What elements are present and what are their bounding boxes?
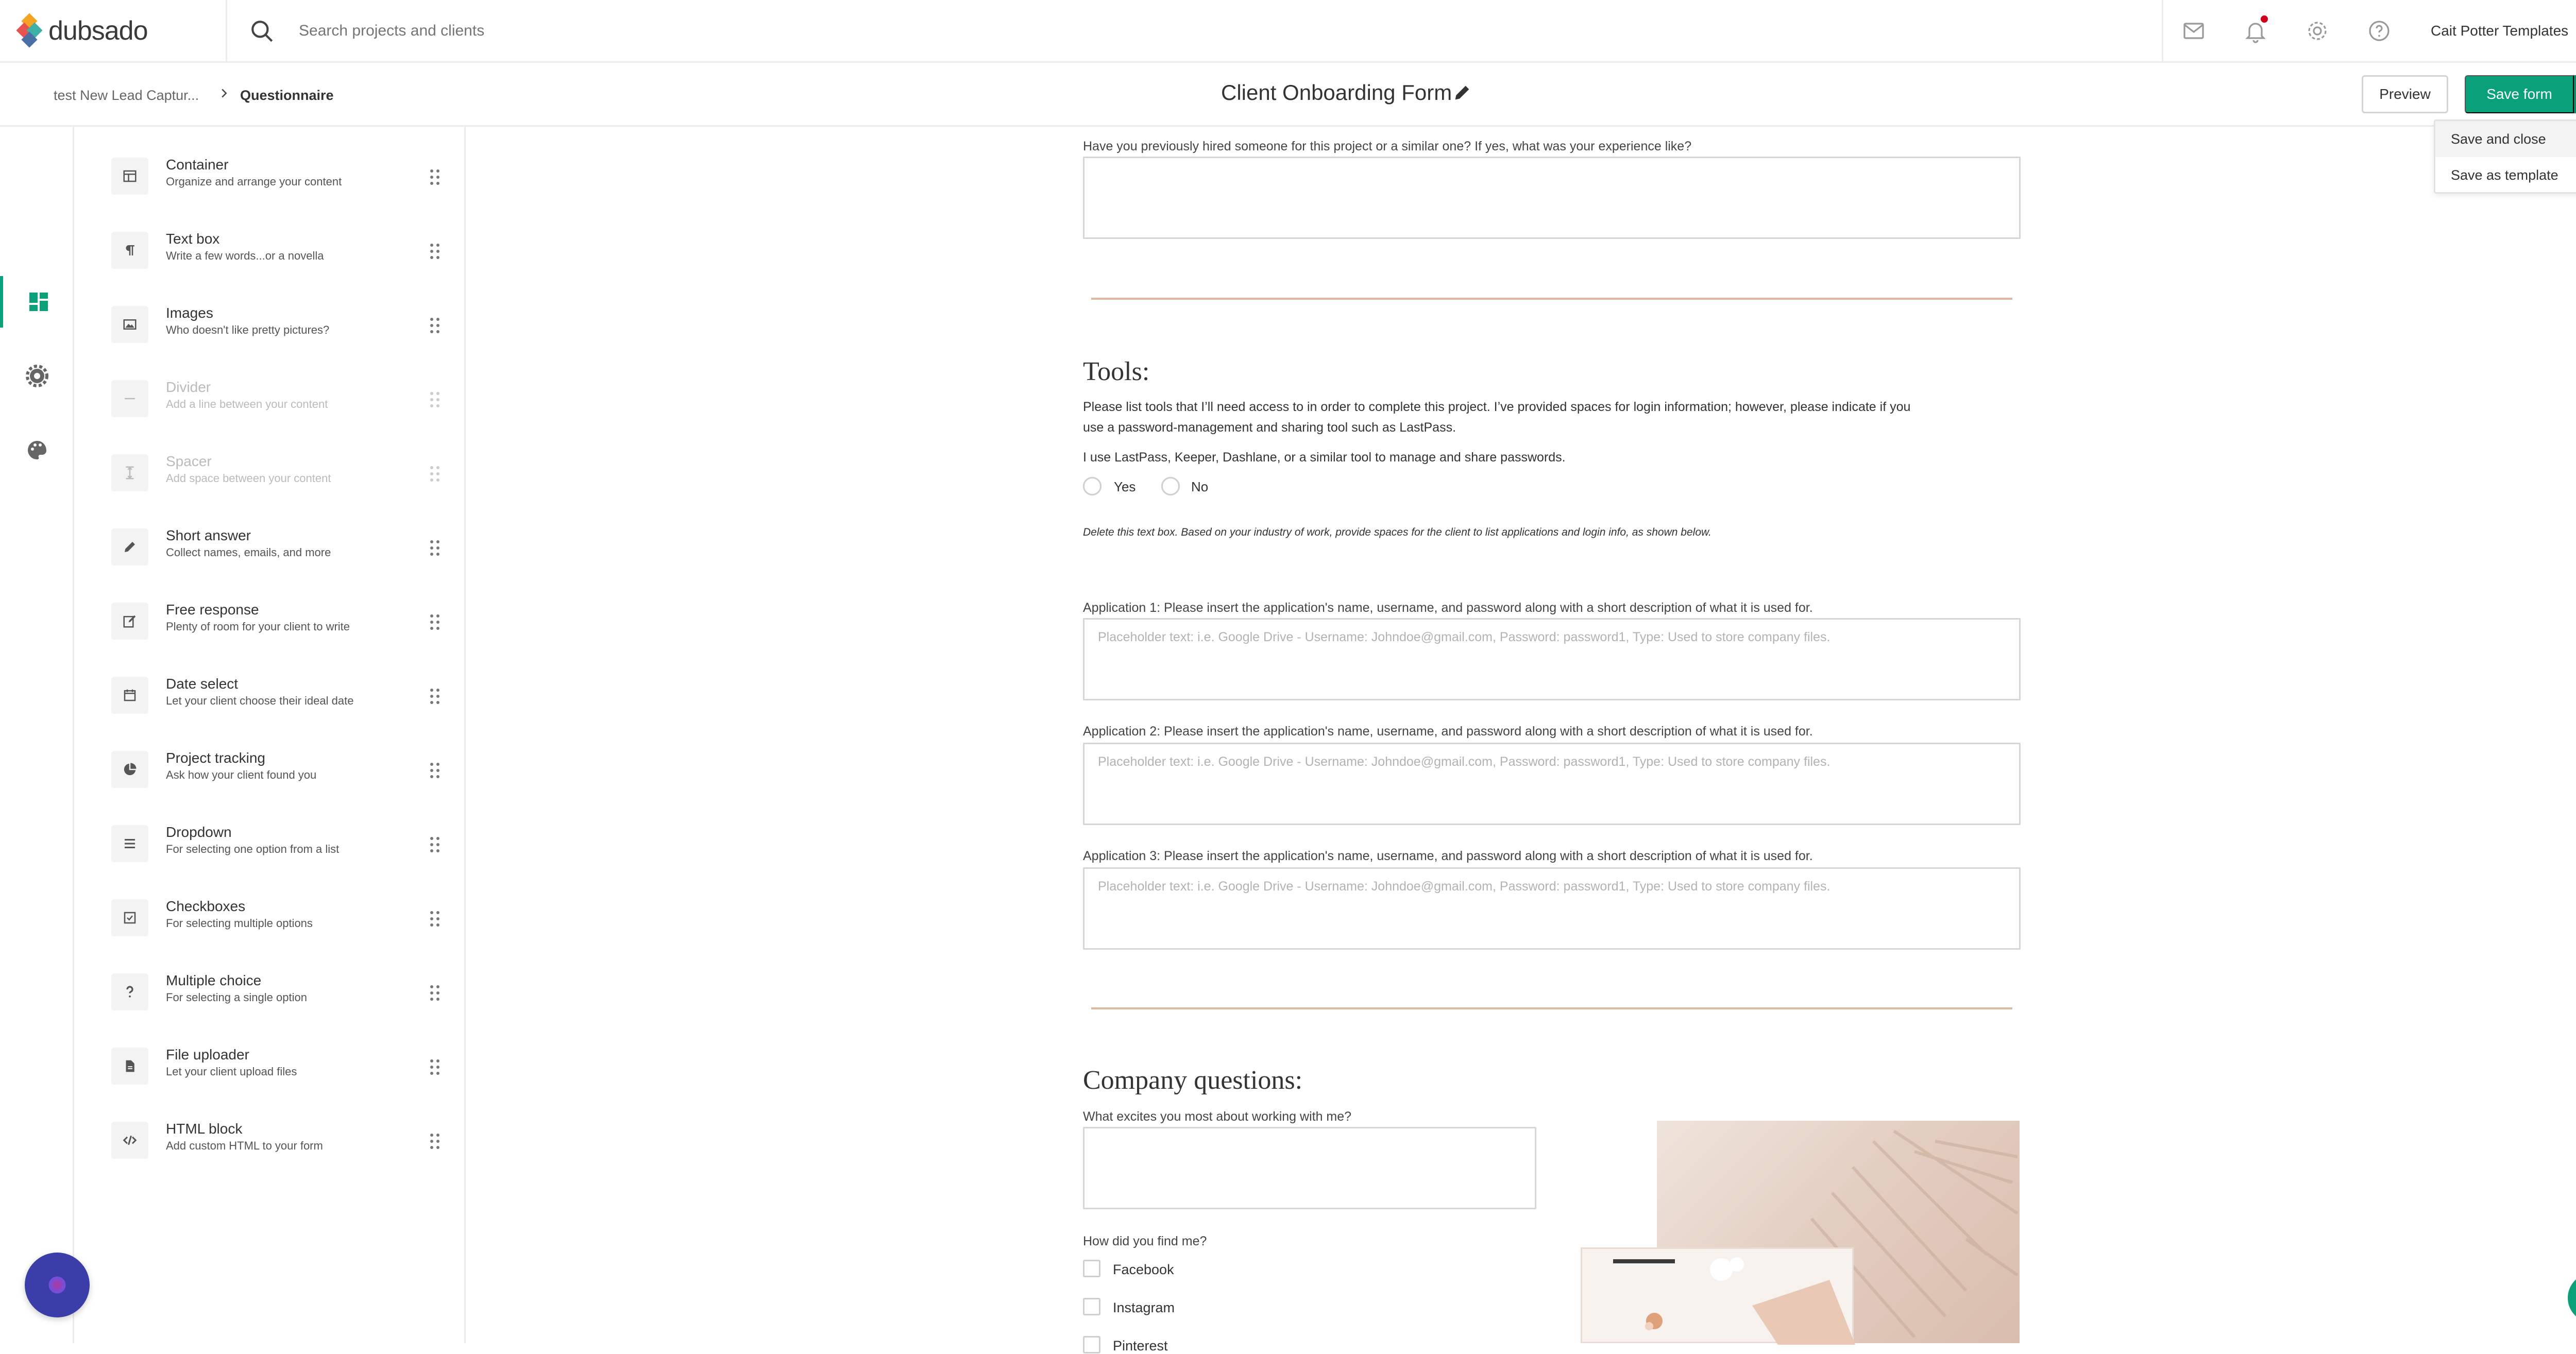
menu-item-save-as-template[interactable]: Save as template [2451, 167, 2558, 183]
component-title: Container [166, 157, 229, 173]
tools-description-line: Please list tools that I’ll need access to in order to complete this project. I’ve provided spaces for login information; however, please indicate if you [1083, 400, 1911, 414]
component-text-box[interactable] [111, 230, 441, 286]
question-label: I use LastPass, Keeper, Dashlane, or a similar tool to manage and share passwords. [1083, 450, 1566, 465]
gear-icon[interactable] [2305, 19, 2330, 43]
component-desc: For selecting one option from a list [166, 843, 340, 855]
assistant-icon [46, 1274, 69, 1296]
section-divider [1091, 298, 2012, 300]
component-container[interactable] [111, 156, 441, 212]
component-short-answer[interactable] [111, 526, 441, 583]
checkbox-label-pinterest: Pinterest [1113, 1338, 1168, 1353]
topbar-divider [2162, 0, 2163, 63]
logo-text: dubsado [48, 16, 148, 46]
placeholder-text: Placeholder text: i.e. Google Drive - Username: Johndoe@gmail.com, Password: password1, Type: Used to store company files. [1098, 879, 1831, 894]
placeholder-text: Placeholder text: i.e. Google Drive - Username: Johndoe@gmail.com, Password: password1, Type: Used to store company files. [1098, 755, 1831, 769]
component-desc: Who doesn't like pretty pictures? [166, 323, 330, 336]
component-desc: Add custom HTML to your form [166, 1139, 323, 1152]
checkbox-pinterest[interactable] [1083, 1336, 1100, 1353]
excites-response-field[interactable] [1083, 1127, 1536, 1209]
preview-button[interactable]: Preview [2362, 75, 2448, 113]
edit-icon [111, 603, 148, 640]
component-desc: Organize and arrange your content [166, 175, 342, 188]
checkbox-label-facebook: Facebook [1113, 1262, 1174, 1277]
top-bar [0, 0, 2576, 63]
edit-title-icon[interactable] [1452, 82, 1472, 103]
topbar-divider [226, 0, 227, 63]
drag-handle-icon[interactable] [429, 835, 441, 854]
breadcrumb-current: Questionnaire [240, 88, 334, 103]
stationery-photo [1581, 1247, 1854, 1343]
radio-label-yes: Yes [1114, 479, 1136, 494]
component-desc: Let your client choose their ideal date [166, 694, 354, 707]
drag-handle-icon[interactable] [429, 168, 441, 186]
radio-no[interactable] [1161, 477, 1180, 495]
save-dropdown-menu [2434, 119, 2576, 194]
component-desc: Plenty of room for your client to write [166, 620, 350, 633]
checkbox-facebook[interactable] [1083, 1260, 1100, 1277]
paragraph-icon [111, 232, 148, 269]
component-title: File uploader [166, 1047, 249, 1062]
breadcrumb-project[interactable]: test New Lead Captur... [54, 88, 199, 103]
component-spacer[interactable] [111, 452, 441, 509]
application-1-field[interactable] [1083, 618, 2021, 700]
question-label: Application 2: Please insert the application's name, username, and password along with a short description of what it is used for. [1083, 724, 1813, 739]
component-checkboxes[interactable] [111, 897, 441, 954]
drag-handle-icon[interactable] [429, 910, 441, 928]
component-images[interactable] [111, 304, 441, 361]
stationery-image [1582, 1249, 1855, 1345]
divider-icon [111, 380, 148, 417]
tools-description [1083, 397, 2031, 438]
rail-item-settings[interactable] [0, 350, 74, 402]
application-2-field[interactable] [1083, 743, 2021, 825]
notification-dot [2261, 15, 2268, 23]
rail-item-theme[interactable] [0, 424, 74, 476]
component-title: Multiple choice [166, 972, 262, 988]
question-label: Application 3: Please insert the application's name, username, and password along with a short description of what it is used for. [1083, 849, 1813, 863]
component-divider[interactable] [111, 378, 441, 435]
section-divider [1091, 1007, 2012, 1009]
radio-label-no: No [1191, 479, 1209, 494]
checkbox-instagram[interactable] [1083, 1298, 1100, 1315]
save-options-toggle[interactable] [2574, 75, 2576, 113]
component-title: Text box [166, 231, 220, 247]
question-label: Application 1: Please insert the application's name, username, and password along with a short description of what it is used for. [1083, 601, 1813, 615]
checkbox-icon [111, 899, 148, 936]
placeholder-text: Placeholder text: i.e. Google Drive - Username: Johndoe@gmail.com, Password: password1, Type: Used to store company files. [1098, 630, 1831, 644]
components-panel [74, 127, 466, 1343]
dubsado-logo[interactable] [19, 10, 225, 52]
free-response-field[interactable] [1083, 157, 2021, 239]
tools-description-line: use a password-management and sharing tool such as LastPass. [1083, 420, 1456, 435]
assistant-launcher[interactable] [25, 1253, 90, 1317]
drag-handle-icon[interactable] [429, 539, 441, 557]
container-icon [111, 158, 148, 195]
code-icon [111, 1122, 148, 1159]
component-title: Images [166, 305, 213, 321]
component-title: Free response [166, 602, 259, 618]
component-desc: Write a few words...or a novella [166, 249, 324, 262]
mail-icon[interactable] [2181, 19, 2206, 43]
drag-handle-icon[interactable] [429, 390, 441, 409]
component-title: Date select [166, 676, 239, 692]
component-title: Project tracking [166, 750, 265, 766]
question-label: How did you find me? [1083, 1234, 1207, 1248]
component-desc: For selecting multiple options [166, 917, 313, 930]
component-html-block[interactable] [111, 1120, 441, 1176]
dashboard-icon [26, 289, 51, 314]
sub-header [0, 63, 2576, 127]
spacer-icon [111, 454, 148, 491]
instruction-note: Delete this text box. Based on your industry of work, provide spaces for the client to list applications and login info, as shown below. [1083, 526, 1711, 538]
drag-handle-icon[interactable] [429, 242, 441, 261]
component-title: Divider [166, 379, 211, 395]
drag-handle-icon[interactable] [429, 316, 441, 335]
component-title: Spacer [166, 453, 212, 469]
section-title-tools: Tools: [1083, 357, 1150, 386]
radio-yes[interactable] [1083, 477, 1101, 495]
menu-item-save-and-close[interactable]: Save and close [2435, 121, 2576, 157]
component-desc: Add a line between your content [166, 398, 328, 410]
component-desc: For selecting a single option [166, 991, 307, 1004]
rail-item-components[interactable] [0, 276, 74, 328]
drag-handle-icon[interactable] [429, 613, 441, 631]
search-input[interactable] [299, 16, 1072, 45]
form-title: Client Onboarding Form [1221, 80, 1452, 105]
component-desc: Let your client upload files [166, 1065, 297, 1078]
gear-icon [25, 364, 49, 388]
drag-handle-icon[interactable] [429, 1058, 441, 1076]
question-icon [111, 973, 148, 1010]
file-icon [111, 1048, 148, 1085]
drag-handle-icon[interactable] [429, 1132, 441, 1151]
component-multiple-choice[interactable] [111, 971, 441, 1028]
section-title-company: Company questions: [1083, 1066, 1303, 1095]
application-3-field[interactable] [1083, 867, 2021, 950]
save-form-button[interactable]: Save form [2465, 75, 2574, 113]
account-name[interactable]: Cait Potter Templates [2431, 23, 2569, 39]
chevron-right-icon [216, 85, 232, 101]
pencil-icon [111, 528, 148, 565]
component-title: Dropdown [166, 824, 232, 840]
palette-icon [25, 438, 49, 462]
component-desc: Collect names, emails, and more [166, 546, 331, 559]
component-free-response[interactable] [111, 601, 441, 657]
component-title: Checkboxes [166, 898, 246, 914]
drag-handle-icon[interactable] [429, 465, 441, 483]
pie-chart-icon [111, 751, 148, 788]
component-project-tracking[interactable] [111, 749, 441, 805]
component-dropdown[interactable] [111, 823, 441, 880]
drag-handle-icon[interactable] [429, 984, 441, 1002]
question-label: Have you previously hired someone for this project or a similar one? If yes, what was your experience like? [1083, 139, 1692, 153]
drag-handle-icon[interactable] [429, 761, 441, 780]
drag-handle-icon[interactable] [429, 687, 441, 706]
component-file-uploader[interactable] [111, 1046, 441, 1102]
component-desc: Add space between your content [166, 472, 331, 485]
list-icon [111, 825, 148, 862]
checkbox-label-instagram: Instagram [1113, 1300, 1175, 1315]
component-title: HTML block [166, 1121, 243, 1137]
help-icon[interactable] [2367, 19, 2392, 43]
question-label: What excites you most about working with me? [1083, 1109, 1352, 1124]
search-icon[interactable] [249, 19, 275, 44]
image-icon [111, 306, 148, 343]
left-rail [0, 127, 74, 1343]
calendar-icon [111, 677, 148, 714]
logo-mark-icon [19, 12, 41, 49]
component-date-select[interactable] [111, 675, 441, 731]
component-desc: Ask how your client found you [166, 768, 317, 781]
component-title: Short answer [166, 527, 251, 543]
